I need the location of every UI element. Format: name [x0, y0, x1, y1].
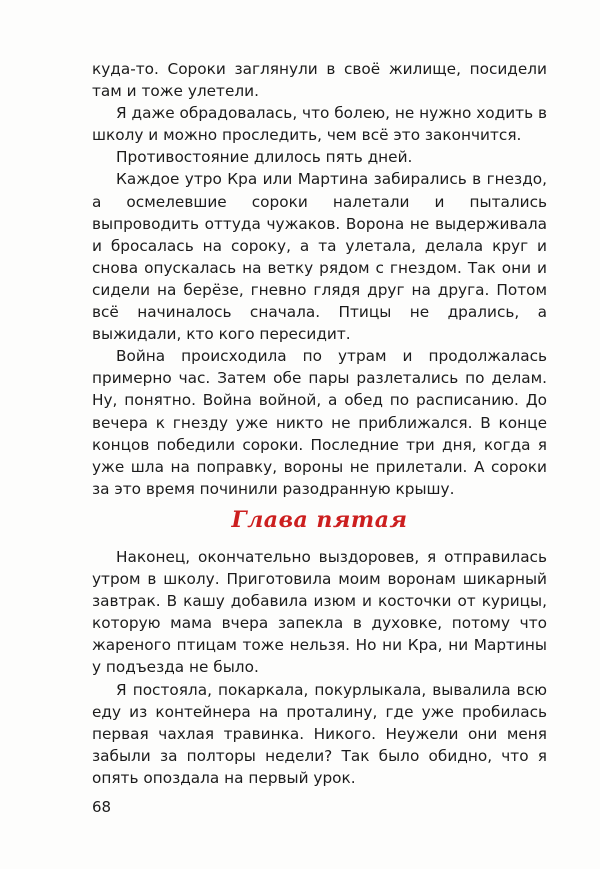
- text-section-chapter-five: [92, 546, 547, 789]
- paragraph-continuation: куда-то. Сороки заглянули в своё жилище, посидели там и тоже улетели.: [92, 60, 547, 101]
- page-number: 68: [92, 798, 112, 816]
- paragraph: Каждое утро Кра или Мартина забирались в гнездо, а осмелевшие сороки налетали и пытались выпроводить оттуда чужаков. Ворона не выдерживала и бросалась на сороку, а та улетала, делала круг и снова опускалась на ветку рядом с гнездом. Так они и сидели на берёзе, гневно глядя друг на друга. Потом всё начиналось сначала. Птицы не дрались, а выжидали, кто кого пересидит.: [92, 170, 547, 344]
- paragraph: Наконец, окончательно выздоровев, я отправилась утром в школу. Приготовила моим воронам шикарный завтрак. В кашу добавила изюм и косточки от курицы, которую мама вчера запекла в духовке, потому что жареного птицам тоже нельзя. Но ни Кра, ни Мартины у подъезда не было.: [92, 548, 547, 677]
- chapter-title: Глава пятая: [231, 507, 408, 533]
- paragraph: Я даже обрадовалась, что болею, не нужно ходить в школу и можно проследить, чем всё это закончится.: [92, 104, 547, 145]
- text-section-before-chapter: [92, 58, 547, 500]
- paragraph: Война происходила по утрам и продолжалась примерно час. Затем обе пары разлетались по делам. Ну, понятно. Война войной, а обед по расписанию. До вечера к гнезду уже никто не приближался. В конце концов победили сороки. Последние три дня, когда я уже шла на поправку, вороны не прилетали. А сороки за это время починили разодранную крышу.: [92, 347, 547, 498]
- paragraph: Противостояние длилось пять дней.: [116, 148, 413, 167]
- paragraph: Я постояла, покаркала, покурлыкала, вывалила всю еду из контейнера на проталину, где уже пробилась первая чахлая травинка. Никого. Неужели они меня забыли за полторы недели? Так было обидно, что я опять опоздала на первый урок.: [92, 680, 547, 787]
